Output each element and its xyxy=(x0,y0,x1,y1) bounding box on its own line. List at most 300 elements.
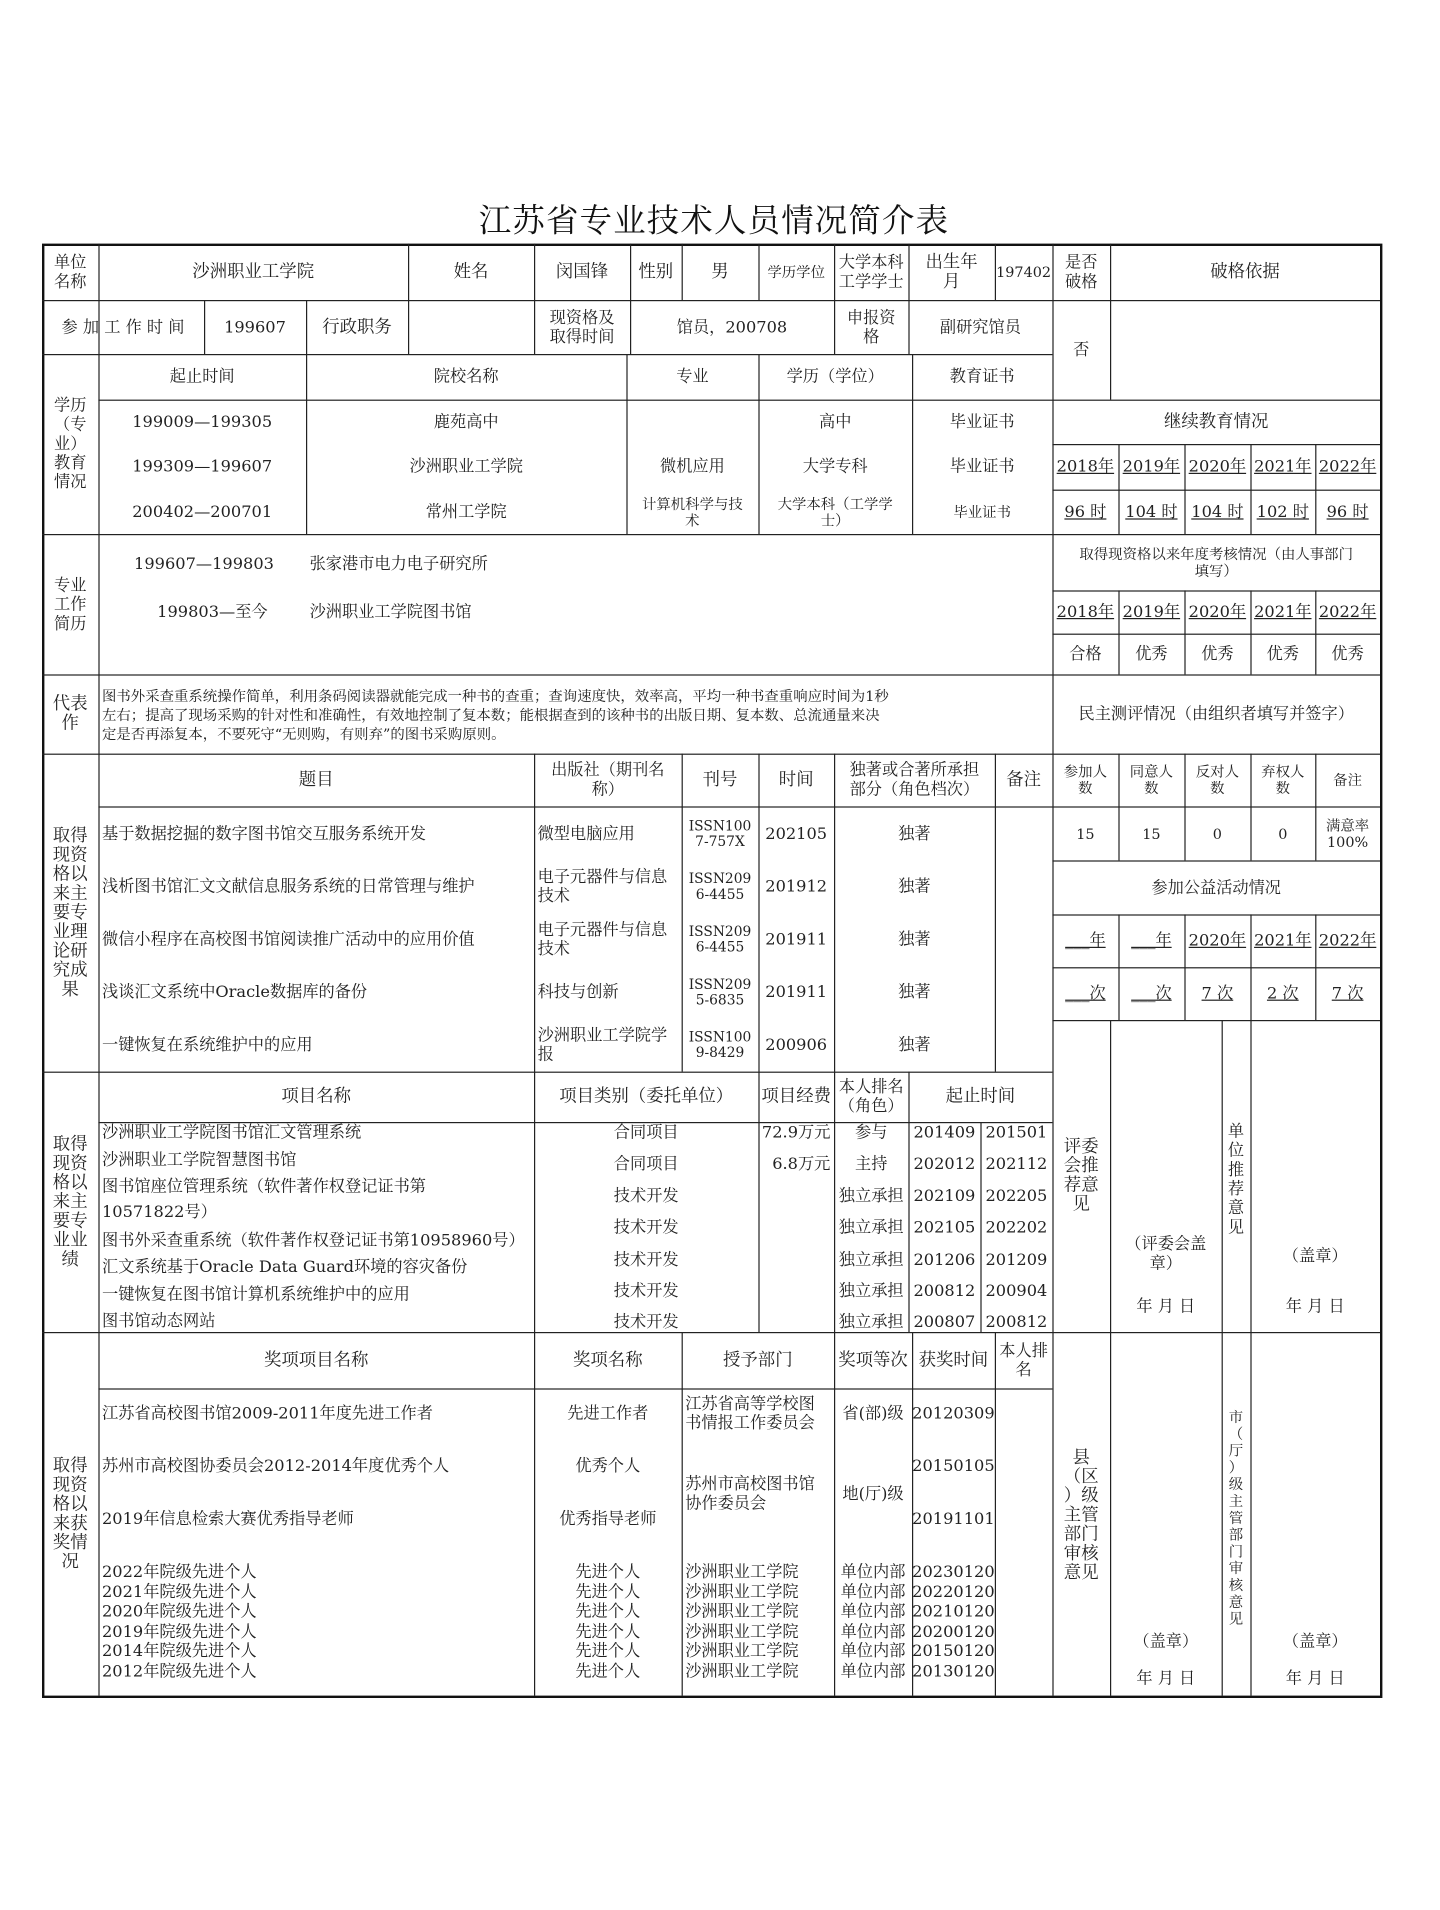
name-value-cell xyxy=(534,244,630,300)
award-dept-cell xyxy=(682,1562,834,1581)
current-qual-value: 馆员，200708 xyxy=(676,317,788,337)
project-cell-cell xyxy=(834,1216,908,1240)
work-history-label-cell xyxy=(42,534,98,674)
welfare-year-cell xyxy=(1250,914,1315,967)
education-cell: 毕业证书 xyxy=(949,456,1015,476)
papers-header-cell xyxy=(682,754,759,807)
committee-seal-cell xyxy=(1110,1230,1222,1278)
democratic-value: 0 xyxy=(1278,825,1288,842)
project-cell-cell xyxy=(534,1279,758,1303)
project-cell: 技术开发 xyxy=(613,1186,679,1206)
paper-cell-cell xyxy=(995,966,1053,1019)
continuing-hours-cell xyxy=(1250,490,1315,534)
project-cell: 技术开发 xyxy=(613,1250,679,1270)
welfare-count: ___次 xyxy=(1065,984,1106,1004)
project-cell: 200904 xyxy=(985,1281,1048,1301)
education-cell-cell xyxy=(758,400,912,444)
award-name: 2019年信息检索大赛优秀指导老师 xyxy=(102,1509,354,1529)
project-cell-cell xyxy=(758,1184,834,1208)
welfare-year: ___年 xyxy=(1065,931,1106,951)
table-rule xyxy=(98,1388,1052,1390)
paper-cell-cell xyxy=(758,913,834,966)
paper-cell-cell xyxy=(534,808,682,861)
paper-cell: 浅析图书馆汇文文献信息服务系统的日常管理与维护 xyxy=(102,877,475,897)
education-cell-cell xyxy=(758,444,912,488)
democratic-value-cell xyxy=(1052,806,1118,860)
democratic-header-cell xyxy=(1184,754,1250,807)
project-name: 沙洲职业工学院智慧图书馆 xyxy=(102,1150,297,1170)
award-dept-cell xyxy=(682,1388,834,1437)
gender-value-cell xyxy=(682,244,759,300)
welfare-count-cell xyxy=(1118,967,1184,1020)
work-org: 张家港市电力电子研究所 xyxy=(309,554,488,574)
award-dept-cell xyxy=(682,1662,834,1681)
paper-cell: 基于数据挖掘的数字图书馆交互服务系统开发 xyxy=(102,824,427,844)
assessment-year-cell xyxy=(1315,590,1380,633)
unit-label: 单位 名称 xyxy=(54,252,87,291)
project-cell-cell xyxy=(980,1216,1052,1240)
paper-cell: 一键恢复在系统维护中的应用 xyxy=(102,1035,313,1055)
continuing-year-cell xyxy=(1052,444,1118,490)
paper-cell: 微信小程序在高校图书馆阅读推广活动中的应用价值 xyxy=(102,930,475,950)
project-name-cell xyxy=(98,1229,534,1253)
education-cell: 毕业证书 xyxy=(949,412,1015,432)
award-date-cell xyxy=(912,1642,995,1661)
paper-cell-cell xyxy=(834,913,995,966)
democratic-value-cell xyxy=(1184,806,1250,860)
award-date: 20191101 xyxy=(912,1509,995,1529)
paper-cell-cell xyxy=(995,1019,1053,1072)
award-level-cell xyxy=(834,1583,912,1602)
award-level: 省(部)级 xyxy=(842,1404,904,1424)
education-cell-cell xyxy=(306,400,626,444)
award-dept-cell xyxy=(682,1602,834,1621)
award-title-cell xyxy=(534,1507,682,1531)
award-level: 单位内部 xyxy=(840,1562,906,1582)
continuing-year: 2021年 xyxy=(1254,457,1312,477)
paper-cell-cell xyxy=(682,913,759,966)
paper-cell-cell xyxy=(534,1019,682,1072)
city-opinion-label: 市 （ 厅 ） 级 主 管 部 门 审 核 意 见 xyxy=(1228,1408,1244,1628)
assessment-result-cell xyxy=(1052,634,1118,675)
project-name-cell xyxy=(98,1200,534,1224)
assessment-year: 2019年 xyxy=(1122,602,1181,622)
award-name: 江苏省高校图书馆2009-2011年度先进工作者 xyxy=(102,1404,433,1424)
unit-seal-cell xyxy=(1250,1242,1380,1270)
project-cell: 技术开发 xyxy=(613,1218,679,1238)
democratic-header-cell xyxy=(1052,754,1118,807)
award-date: 20220120 xyxy=(912,1582,995,1603)
work-period: 199607—199803 xyxy=(134,554,274,574)
education-cell: 大学专科 xyxy=(802,456,868,476)
education-cell: 鹿苑高中 xyxy=(433,412,499,432)
project-cell: 200812 xyxy=(913,1281,976,1301)
representative-text-cell xyxy=(98,704,1052,724)
democratic-title: 民主测评情况（由组织者填写并签字） xyxy=(1078,704,1354,724)
project-cell-cell xyxy=(908,1248,980,1272)
work-org: 沙洲职业工学院图书馆 xyxy=(309,602,472,622)
exception-basis-label-cell xyxy=(1110,244,1380,300)
project-cell: 6.8万元 xyxy=(772,1154,831,1174)
committee-date: 年 月 日 xyxy=(1136,1297,1196,1317)
projects-label-cell xyxy=(42,1072,98,1332)
projects-header: 项目名称 xyxy=(281,1087,351,1107)
continuing-hours: 104 时 xyxy=(1191,502,1244,522)
paper-cell-cell xyxy=(682,860,759,913)
award-level-cell xyxy=(834,1482,912,1506)
award-title-cell xyxy=(534,1583,682,1602)
paper-cell: ISSN100 9-8429 xyxy=(688,1028,752,1061)
award-level: 单位内部 xyxy=(840,1641,906,1661)
birth-label: 出生年 月 xyxy=(925,252,978,291)
education-cell: 大学本科（工学学 士） xyxy=(777,495,893,529)
award-dept-cell xyxy=(682,1583,834,1602)
award-level-cell xyxy=(834,1562,912,1581)
awards-header-cell xyxy=(912,1332,995,1388)
continuing-year-cell xyxy=(1315,444,1380,490)
education-cell: 常州工学院 xyxy=(425,502,507,522)
award-title: 先进工作者 xyxy=(567,1404,649,1424)
award-date: 20150120 xyxy=(912,1641,995,1661)
admin-post-label: 行政职务 xyxy=(322,317,392,337)
continuing-education-title: 继续教育情况 xyxy=(1164,412,1269,432)
democratic-header: 反对人 数 xyxy=(1195,763,1239,797)
education-cell: 高中 xyxy=(819,412,852,432)
awards-header: 奖项项目名称 xyxy=(264,1350,369,1370)
paper-cell-cell xyxy=(98,860,534,913)
county-opinion-label-cell xyxy=(1052,1434,1110,1596)
award-name: 2019年院级先进个人 xyxy=(102,1622,257,1642)
award-level: 单位内部 xyxy=(840,1582,906,1603)
paper-cell: 沙洲职业工学院学 报 xyxy=(537,1026,668,1065)
project-cell-cell xyxy=(908,1279,980,1303)
city-date: 年 月 日 xyxy=(1285,1669,1345,1689)
award-date-cell xyxy=(912,1507,995,1531)
project-cell-cell xyxy=(758,1121,834,1145)
papers-header: 刊号 xyxy=(702,770,738,790)
continuing-hours-cell xyxy=(1052,490,1118,534)
project-cell-cell xyxy=(834,1279,908,1303)
papers-header-cell xyxy=(98,754,534,807)
project-cell-cell xyxy=(834,1310,908,1334)
continuing-hours-cell xyxy=(1118,490,1184,534)
project-cell-cell xyxy=(534,1121,758,1145)
education-header: 院校名称 xyxy=(433,367,499,387)
county-date: 年 月 日 xyxy=(1136,1669,1196,1689)
projects-header-cell xyxy=(908,1072,1052,1122)
unit-seal: （盖章） xyxy=(1282,1246,1348,1266)
project-cell-cell xyxy=(980,1152,1052,1176)
project-cell-cell xyxy=(908,1152,980,1176)
award-dept: 沙洲职业工学院 xyxy=(685,1562,799,1582)
award-dept-cell xyxy=(682,1470,834,1518)
award-date-cell xyxy=(912,1454,995,1478)
award-name: 2012年院级先进个人 xyxy=(102,1662,257,1682)
assessment-result-cell xyxy=(1118,634,1184,675)
award-dept: 沙洲职业工学院 xyxy=(685,1582,799,1603)
project-cell: 主持 xyxy=(855,1154,888,1174)
unit-value-cell xyxy=(98,244,408,300)
democratic-header: 同意人 数 xyxy=(1129,763,1173,797)
welfare-year: 2021年 xyxy=(1254,931,1312,951)
representative-text-cell xyxy=(98,685,1052,705)
award-date-cell xyxy=(912,1583,995,1602)
education-header: 教育证书 xyxy=(949,367,1015,387)
paper-cell: ISSN209 6-4455 xyxy=(688,870,752,903)
project-name-cell xyxy=(98,1175,534,1199)
paper-cell: 科技与创新 xyxy=(537,982,619,1003)
project-cell: 合同项目 xyxy=(613,1154,679,1174)
paper-cell: 202105 xyxy=(765,824,828,844)
awards-header-cell xyxy=(98,1332,534,1388)
work-period: 199803—至今 xyxy=(157,602,268,622)
education-cell-cell xyxy=(758,490,912,534)
education-cell: 200402—200701 xyxy=(132,502,273,522)
exception-value: 否 xyxy=(1073,340,1090,360)
county-date-cell xyxy=(1110,1666,1222,1692)
exception-label-cell xyxy=(1052,244,1110,300)
apply-qual-label-cell xyxy=(834,300,908,354)
paper-cell: 电子元器件与信息 技术 xyxy=(537,867,668,907)
assessment-year: 2021年 xyxy=(1254,602,1312,622)
paper-cell: 微型电脑应用 xyxy=(537,824,635,844)
project-cell: 合同项目 xyxy=(613,1123,679,1143)
award-level-cell xyxy=(834,1602,912,1621)
paper-cell-cell xyxy=(534,913,682,966)
education-cell: 微机应用 xyxy=(660,456,725,476)
award-level: 地(厅)级 xyxy=(842,1484,904,1504)
apply-qual-label: 申报资 格 xyxy=(846,307,896,347)
work-start-label-cell xyxy=(42,300,204,354)
award-name-cell xyxy=(98,1562,534,1581)
paper-cell-cell xyxy=(98,913,534,966)
name-label-cell xyxy=(408,244,534,300)
paper-cell: ISSN209 6-4455 xyxy=(688,922,752,956)
welfare-count: ___次 xyxy=(1131,984,1172,1004)
project-cell: 独立承担 xyxy=(838,1218,904,1238)
assessment-year-cell xyxy=(1118,590,1184,633)
continuing-year-cell xyxy=(1118,444,1184,490)
project-name: 10571822号） xyxy=(102,1202,217,1222)
project-cell: 202109 xyxy=(913,1186,976,1206)
democratic-value: 满意率 100% xyxy=(1325,816,1370,851)
welfare-count-cell xyxy=(1250,967,1315,1020)
project-cell-cell xyxy=(534,1152,758,1176)
assessment-title: 取得现资格以来年度考核情况（由人事部门 填写） xyxy=(1079,545,1353,579)
welfare-year: 2022年 xyxy=(1318,931,1377,951)
education-cell-cell xyxy=(306,444,626,488)
exception-basis-label: 破格依据 xyxy=(1210,262,1280,282)
education-cell-cell xyxy=(626,490,758,534)
paper-cell: 201911 xyxy=(765,982,828,1003)
welfare-count-cell xyxy=(1052,967,1118,1020)
paper-cell: 浅谈汇文系统中Oracle数据库的备份 xyxy=(102,982,368,1003)
democratic-title-cell xyxy=(1052,674,1380,753)
paper-cell-cell xyxy=(834,966,995,1019)
project-cell: 72.9万元 xyxy=(761,1123,831,1143)
paper-cell: 独著 xyxy=(898,877,931,897)
award-level: 单位内部 xyxy=(840,1622,906,1642)
project-name: 图书馆座位管理系统（软件著作权登记证书第 xyxy=(102,1177,427,1197)
unit-label-cell xyxy=(42,244,98,300)
award-name-cell xyxy=(98,1642,534,1661)
paper-cell-cell xyxy=(834,860,995,913)
project-cell: 201501 xyxy=(985,1123,1048,1143)
project-name-cell xyxy=(98,1255,534,1279)
papers-label: 取得 现资 格以 来主 要专 业理 论研 究成 果 xyxy=(52,826,88,1000)
project-cell-cell xyxy=(980,1248,1052,1272)
award-dept: 沙洲职业工学院 xyxy=(685,1602,799,1622)
welfare-year-cell xyxy=(1052,914,1118,967)
award-name: 2021年院级先进个人 xyxy=(102,1582,257,1603)
project-cell-cell xyxy=(980,1310,1052,1334)
admin-post-label-cell xyxy=(306,300,408,354)
gender-value: 男 xyxy=(711,262,729,282)
award-name-cell xyxy=(98,1662,534,1681)
form-title: 江苏省专业技术人员情况简介表 xyxy=(478,202,950,241)
democratic-header-cell xyxy=(1315,754,1380,807)
assessment-result-cell xyxy=(1315,634,1380,675)
education-header-cell xyxy=(306,354,626,400)
paper-cell-cell xyxy=(682,1019,759,1072)
paper-cell-cell xyxy=(995,808,1053,861)
award-date-cell xyxy=(912,1662,995,1681)
education-header: 起止时间 xyxy=(169,367,235,387)
award-name: 苏州市高校图协委员会2012-2014年度优秀个人 xyxy=(102,1456,450,1476)
public-welfare-title: 参加公益活动情况 xyxy=(1151,877,1281,898)
name-label: 姓名 xyxy=(453,262,489,282)
paper-cell-cell xyxy=(758,1019,834,1072)
welfare-count: 7 次 xyxy=(1331,984,1364,1004)
work-start-value: 199607 xyxy=(224,317,286,337)
welfare-count: 7 次 xyxy=(1201,984,1234,1004)
award-name-cell xyxy=(98,1602,534,1621)
award-title: 先进个人 xyxy=(575,1622,641,1642)
democratic-value-cell xyxy=(1315,806,1380,860)
projects-label: 取得 现资 格以 来主 要专 业业 绩 xyxy=(52,1134,88,1269)
papers-header-cell xyxy=(534,754,682,807)
welfare-year-cell xyxy=(1315,914,1380,967)
work-start-value-cell xyxy=(204,300,306,354)
education-cell: 计算机科学与技 术 xyxy=(641,495,743,529)
democratic-value: 15 xyxy=(1076,825,1095,842)
project-cell-cell xyxy=(758,1279,834,1303)
education-cell-cell xyxy=(98,444,306,488)
award-title-cell xyxy=(534,1602,682,1621)
project-cell: 201409 xyxy=(913,1123,976,1143)
continuing-hours: 96 时 xyxy=(1326,502,1369,522)
awards-header-cell xyxy=(995,1332,1053,1388)
projects-header: 项目经费 xyxy=(761,1087,832,1107)
awards-header: 获奖时间 xyxy=(918,1350,989,1370)
award-title-cell xyxy=(534,1642,682,1661)
projects-header-cell xyxy=(758,1072,834,1122)
continuing-hours: 104 时 xyxy=(1125,502,1178,522)
welfare-year: 2020年 xyxy=(1188,931,1247,951)
projects-header: 起止时间 xyxy=(945,1087,1016,1107)
work-period-cell xyxy=(128,594,296,630)
project-cell-cell xyxy=(980,1121,1052,1145)
democratic-value: 15 xyxy=(1142,825,1161,842)
assessment-year-cell xyxy=(1184,590,1250,633)
award-date: 20130120 xyxy=(912,1662,995,1682)
committee-opinion-label: 评委 会推 荐意 见 xyxy=(1063,1137,1099,1215)
award-level-cell xyxy=(834,1622,912,1641)
education-cell-cell xyxy=(98,400,306,444)
continuing-hours: 102 时 xyxy=(1256,502,1309,522)
continuing-hours-cell xyxy=(1184,490,1250,534)
democratic-header: 参加人 数 xyxy=(1063,763,1107,797)
award-title: 先进个人 xyxy=(575,1582,641,1603)
awards-header: 奖项名称 xyxy=(573,1350,643,1370)
continuing-year: 2018年 xyxy=(1056,457,1115,477)
project-cell-cell xyxy=(758,1248,834,1272)
current-qual-value-cell xyxy=(630,300,834,354)
paper-cell-cell xyxy=(534,860,682,913)
paper-cell: 200906 xyxy=(765,1035,828,1055)
education-cell-cell xyxy=(912,400,1052,444)
paper-cell-cell xyxy=(758,966,834,1019)
project-cell-cell xyxy=(758,1310,834,1334)
award-date: 20150105 xyxy=(912,1456,995,1476)
education-cell-cell xyxy=(912,490,1052,534)
representative-label-cell xyxy=(42,674,98,753)
project-cell: 202205 xyxy=(985,1186,1048,1206)
assessment-year-cell xyxy=(1052,590,1118,633)
award-level-cell xyxy=(834,1642,912,1661)
award-level: 单位内部 xyxy=(840,1662,906,1682)
award-title-cell xyxy=(534,1622,682,1641)
city-seal-cell xyxy=(1250,1628,1380,1653)
project-cell-cell xyxy=(908,1216,980,1240)
education-header-cell xyxy=(626,354,758,400)
project-cell: 独立承担 xyxy=(838,1250,904,1270)
table-rule xyxy=(1250,1020,1252,1696)
paper-cell: ISSN209 5-6835 xyxy=(688,975,752,1009)
committee-date-cell xyxy=(1110,1294,1222,1320)
committee-opinion-label-cell xyxy=(1052,1116,1110,1236)
current-qual-label-cell xyxy=(534,300,630,354)
paper-cell: 电子元器件与信息 技术 xyxy=(537,920,668,959)
education-label: 学历 （专 业） 教育 情况 xyxy=(54,396,87,493)
city-opinion-label-cell xyxy=(1222,1386,1251,1650)
award-dept: 沙洲职业工学院 xyxy=(685,1662,799,1682)
unit-opinion-label-cell xyxy=(1222,1110,1251,1248)
awards-header: 奖项等次 xyxy=(838,1350,908,1370)
project-cell: 200812 xyxy=(985,1312,1048,1332)
education-cell-cell xyxy=(626,444,758,488)
projects-header-cell xyxy=(98,1072,534,1122)
representative-text: 定是否再添复本，不要死守“无则购，有则弃”的图书采购原则。 xyxy=(102,725,506,743)
continuing-year: 2020年 xyxy=(1188,457,1247,477)
paper-cell-cell xyxy=(682,808,759,861)
education-label-cell xyxy=(42,354,98,534)
unit-date: 年 月 日 xyxy=(1285,1297,1345,1317)
project-name: 图书馆动态网站 xyxy=(102,1311,216,1331)
paper-cell-cell xyxy=(834,1019,995,1072)
project-name: 汇文系统基于Oracle Data Guard环境的容灾备份 xyxy=(102,1257,468,1277)
award-title-cell xyxy=(534,1662,682,1681)
paper-cell-cell xyxy=(534,966,682,1019)
project-cell-cell xyxy=(834,1152,908,1176)
paper-cell-cell xyxy=(995,860,1053,913)
award-title: 优秀指导老师 xyxy=(559,1509,657,1529)
papers-header: 时间 xyxy=(778,770,814,790)
projects-header-cell xyxy=(834,1072,908,1122)
work-period-cell xyxy=(120,546,288,582)
paper-cell: 201912 xyxy=(765,877,828,897)
award-title: 先进个人 xyxy=(575,1662,641,1682)
